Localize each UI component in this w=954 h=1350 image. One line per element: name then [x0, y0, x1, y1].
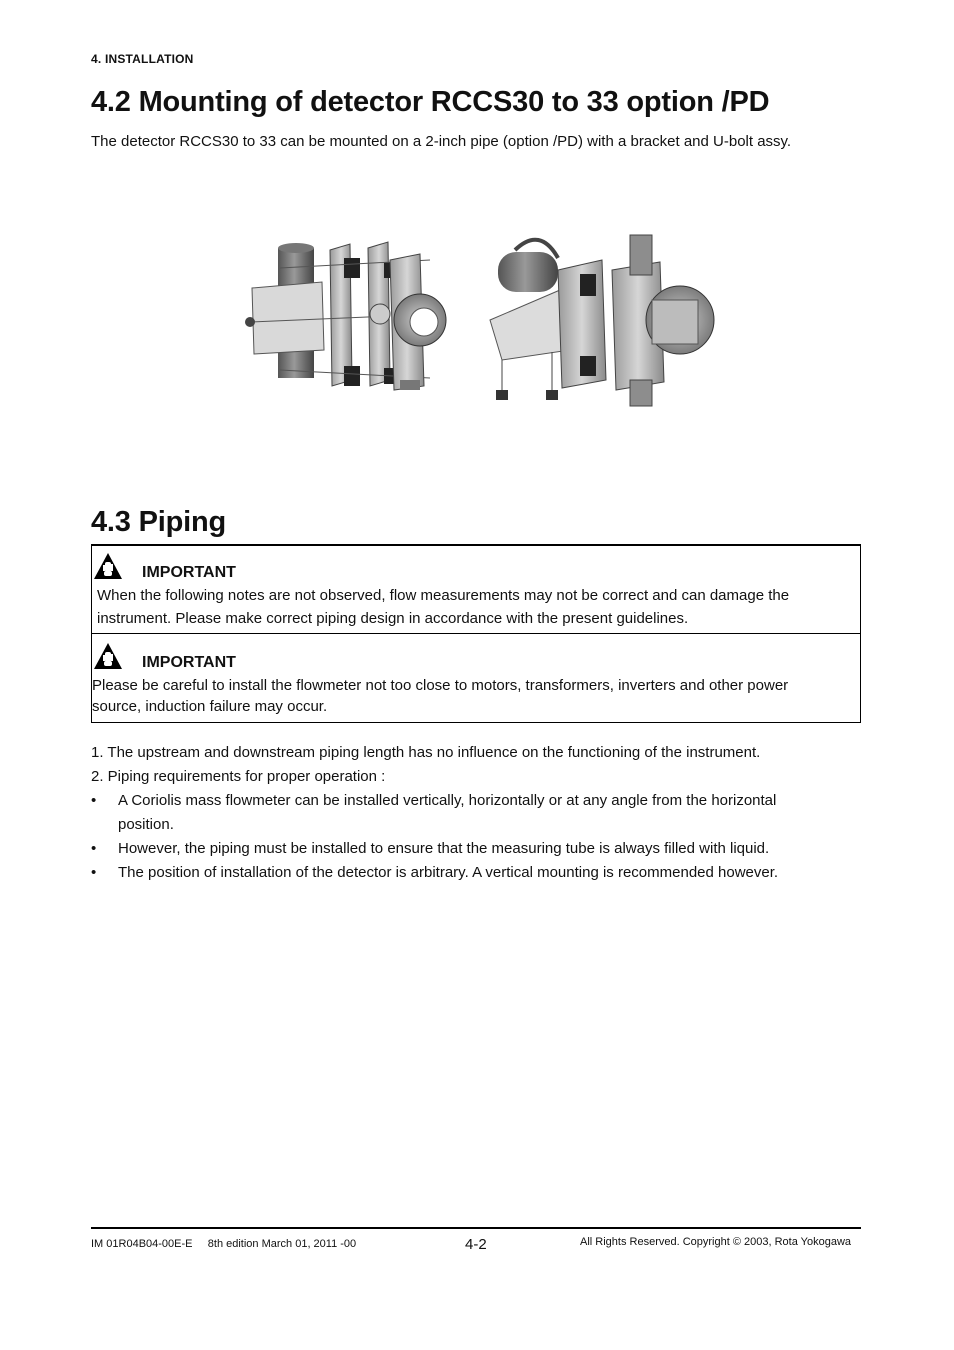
footer-page-number: 4-2	[465, 1236, 487, 1253]
section-4-2-title: 4.2 Mounting of detector RCCS30 to 33 option /PD	[91, 86, 770, 118]
footer-copyright: All Rights Reserved. Copyright © 2003, Rota Yokogawa	[580, 1236, 852, 1248]
bullet-text-continued: position.	[118, 816, 174, 833]
bullet-text: However, the piping must be installed to ensure that the measuring tube is always filled with liquid.	[118, 840, 770, 857]
section-4-3-title: 4.3 Piping	[91, 506, 226, 538]
bullet-symbol: •	[91, 840, 97, 857]
bullet-text: A Coriolis mass flowmeter can be installed vertically, horizontally or at any angle from the horizontal	[118, 792, 777, 809]
bullet-symbol: •	[91, 864, 97, 881]
right-assembly	[490, 235, 714, 406]
important-text-1-line-1: When the following notes are not observed, flow measurements may not be correct and can damage the	[97, 587, 790, 604]
bullet-item	[91, 789, 861, 813]
important-label-2: IMPORTANT	[142, 654, 236, 671]
list-item: 2. Piping requirements for proper operation :	[91, 768, 386, 785]
warning-hand-icon	[93, 642, 123, 670]
mounting-illustration	[240, 230, 730, 410]
left-assembly	[245, 242, 446, 390]
important-text-2-line-1: Please be careful to install the flowmeter not too close to motors, transformers, inverters and other power	[92, 677, 789, 694]
footer-doc-id: IM 01R04B04-00E-E 8th edition March 01, 2011 -00	[91, 1238, 357, 1250]
warning-hand-icon	[93, 552, 123, 580]
running-header: 4. INSTALLATION	[91, 52, 194, 66]
important-text-2-line-2: source, induction failure may occur.	[92, 698, 328, 715]
important-text-1-line-2: instrument. Please make correct piping design in accordance with the present guidelines.	[97, 610, 689, 627]
bullet-text: The position of installation of the detector is arbitrary. A vertical mounting is recommended however.	[118, 864, 779, 881]
bullet-item	[91, 861, 861, 885]
important-label-1: IMPORTANT	[142, 564, 236, 581]
list-item: 1. The upstream and downstream piping length has no influence on the functioning of the instrument.	[91, 744, 761, 761]
box-divider	[92, 633, 860, 634]
bullet-symbol: •	[91, 792, 97, 809]
important-notice-box	[91, 544, 861, 723]
bullet-item	[91, 837, 861, 861]
footer-rule	[91, 1227, 861, 1229]
section-4-2-intro: The detector RCCS30 to 33 can be mounted on a 2-inch pipe (option /PD) with a bracket and U-bolt assy.	[91, 133, 792, 150]
